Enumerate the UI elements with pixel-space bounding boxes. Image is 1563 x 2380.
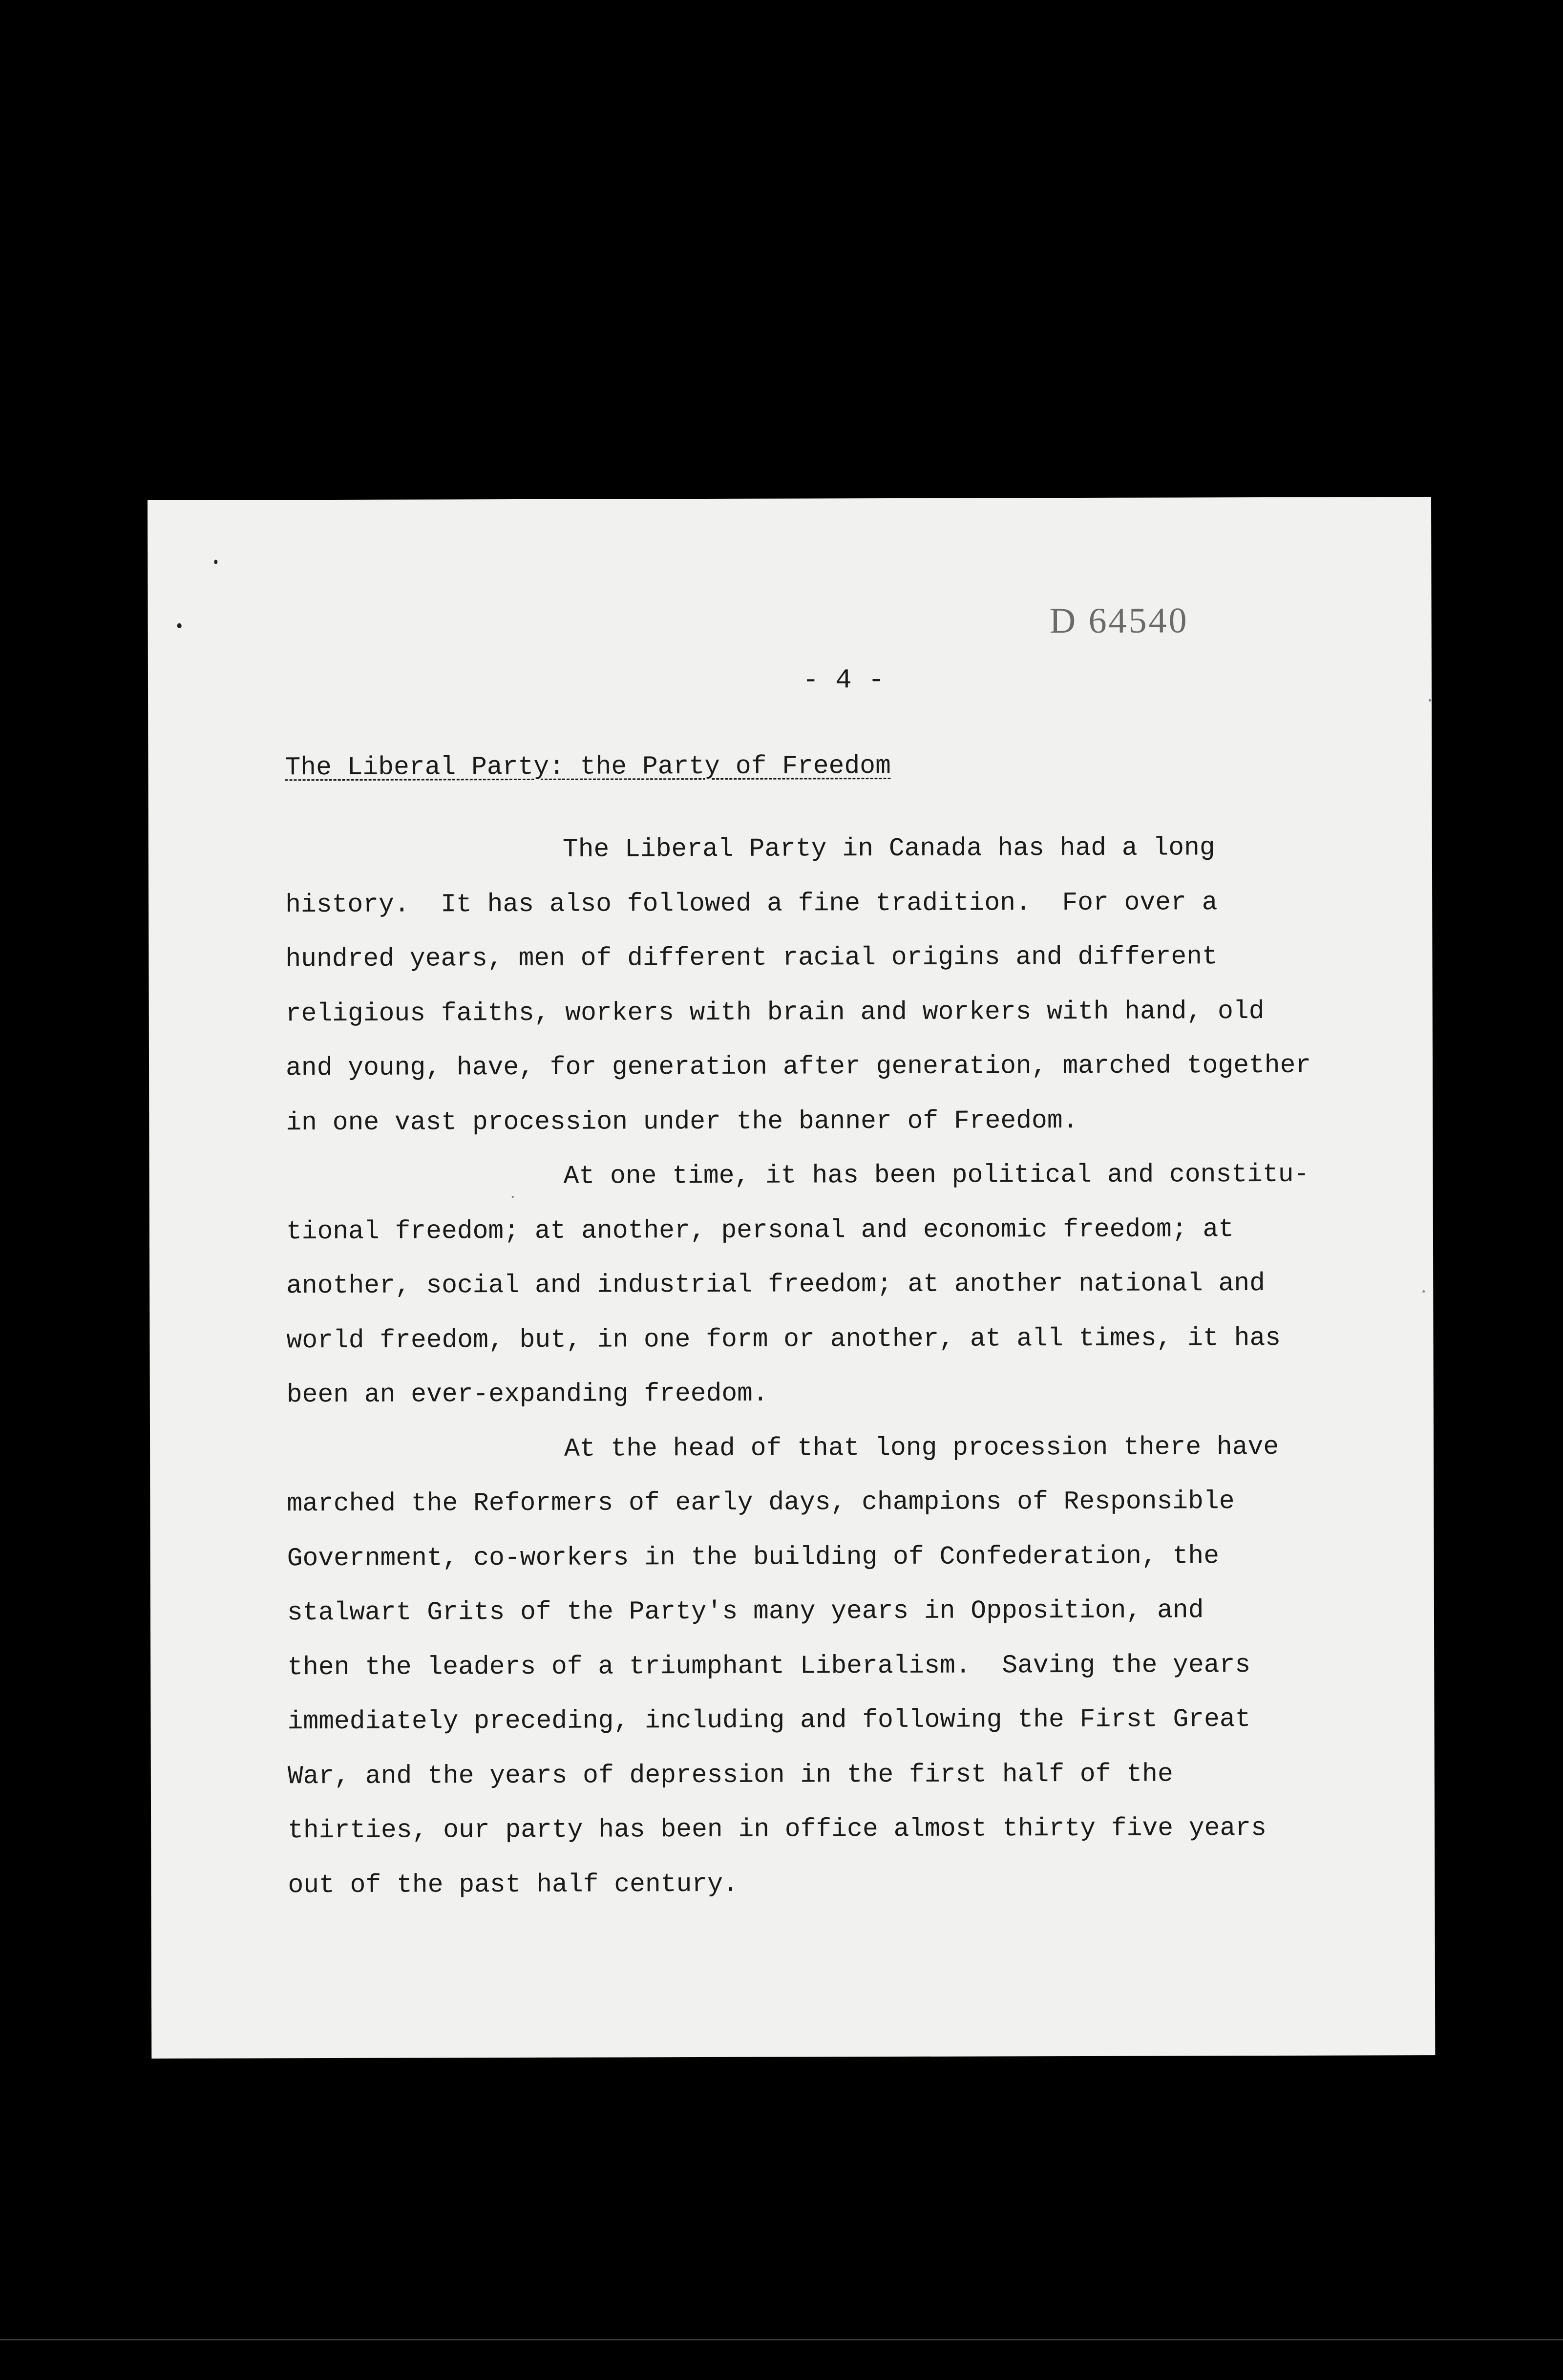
text-line: then the leaders of a triumphant Liberalism. Saving the years bbox=[287, 1650, 1251, 1682]
ink-speck bbox=[1429, 699, 1431, 701]
text-line: been an ever-expanding freedom. bbox=[286, 1379, 768, 1410]
page-number: - 4 - bbox=[802, 664, 885, 696]
document-body bbox=[285, 820, 1431, 1912]
text-line: At one time, it has been political and constitu- bbox=[563, 1159, 1310, 1191]
text-line: thirties, our party has been in office almost thirty five years bbox=[288, 1813, 1267, 1846]
text-line: out of the past half century. bbox=[288, 1869, 739, 1900]
text-line: The Liberal Party in Canada has had a long bbox=[562, 833, 1215, 864]
text-line: Government, co-workers in the building of Confederation, the bbox=[287, 1541, 1220, 1573]
text-line: another, social and industrial freedom; at another national and bbox=[286, 1269, 1266, 1301]
text-line: At the head of that long procession there have bbox=[564, 1432, 1279, 1464]
text-line: world freedom, but, in one form or another, at all times, it has bbox=[286, 1323, 1281, 1355]
text-line: in one vast procession under the banner of Freedom. bbox=[286, 1105, 1078, 1137]
scan-bottom-rule bbox=[0, 2339, 1563, 2340]
document-title: The Liberal Party: the Party of Freedom bbox=[285, 751, 891, 783]
text-line: and young, have, for generation after generation, marched together bbox=[285, 1050, 1311, 1083]
text-line: immediately preceding, including and following the First Great bbox=[287, 1704, 1251, 1737]
text-line: War, and the years of depression in the first half of the bbox=[287, 1759, 1173, 1791]
text-line: hundred years, men of different racial origins and different bbox=[285, 942, 1218, 974]
text-line: history. It has also followed a fine tradition. For over a bbox=[285, 887, 1218, 919]
text-line: stalwart Grits of the Party's many years in Opposition, and bbox=[287, 1595, 1204, 1628]
document-page bbox=[148, 497, 1435, 2059]
text-line: marched the Reformers of early days, champions of Responsible bbox=[287, 1487, 1235, 1519]
ink-speck bbox=[214, 560, 217, 564]
document-id-stamp: D 64540 bbox=[1049, 600, 1189, 641]
ink-speck bbox=[177, 623, 182, 628]
text-line: religious faiths, workers with brain and workers with hand, old bbox=[285, 996, 1265, 1028]
text-line: tional freedom; at another, personal and economic freedom; at bbox=[286, 1214, 1234, 1246]
